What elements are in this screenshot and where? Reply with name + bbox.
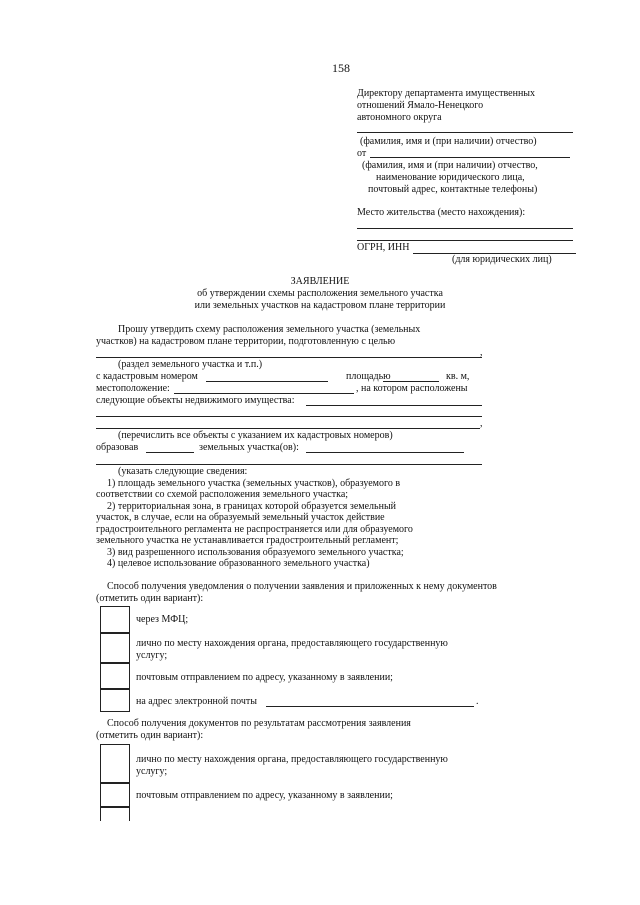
addressee-line-3: автономного округа (357, 112, 442, 123)
title-sub-2: или земельных участков на кадастровом плане территории (194, 300, 446, 311)
parcels-input-line-1[interactable] (306, 452, 464, 453)
detail-item-1-line-2: соответствии со схемой расположения земельного участка; (96, 489, 349, 500)
legal-entity-hint: (для юридических лиц) (452, 254, 552, 265)
residence-label: Место жительства (место нахождения): (357, 207, 526, 218)
detail-item-2-line-3: градостроительного регламента не распространяется или для образуемого (96, 524, 413, 535)
addressee-line-1: Директору департамента имущественных (357, 88, 536, 99)
area-label: площадью (346, 371, 391, 382)
addressee-line-2: отношений Ямало-Ненецкого (357, 100, 484, 111)
parcels-label: земельных участка(ов): (199, 442, 299, 453)
request-line-1: Прошу утвердить схему расположения земельного участка (земельных (118, 324, 421, 335)
page-number: 158 (332, 61, 350, 75)
fio-hint: (фамилия, имя и (при наличии) отчество) (360, 136, 537, 147)
detail-item-2-line-4: земельного участка не устанавливается градостроительный регламент; (96, 535, 399, 546)
forming-label: образовав (96, 442, 139, 453)
title-sub-1: об утверждении схемы расположения земельного участка (197, 288, 443, 299)
location-input-line[interactable] (174, 393, 354, 394)
email-input-line[interactable] (266, 706, 474, 707)
objects-hint: (перечислить все объекты с указанием их кадастровых номеров) (118, 430, 393, 441)
notice-option-in-person-line-1: лично по месту нахождения органа, предоставляющего государственную (136, 638, 448, 649)
from-label: от (357, 148, 367, 159)
result-method-line-2: (отметить один вариант): (96, 730, 204, 741)
comma-1: , (480, 347, 483, 358)
checkbox-result-next[interactable] (100, 806, 130, 821)
from-hint-1: (фамилия, имя и (при наличии) отчество, (362, 160, 538, 171)
checkbox-result-post[interactable] (100, 782, 130, 808)
from-hint-3: почтовый адрес, контактные телефоны) (368, 184, 538, 195)
notice-option-mfc: через МФЦ; (136, 614, 189, 625)
fio-input-line[interactable] (357, 132, 573, 133)
result-method-line-1: Способ получения документов по результатам рассмотрения заявления (107, 718, 411, 729)
cadastral-label: с кадастровым номером (96, 371, 198, 382)
area-input-line[interactable] (383, 381, 439, 382)
from-hint-2: наименование юридического лица, (376, 172, 525, 183)
objects-label: следующие объекты недвижимого имущества: (96, 395, 295, 406)
notice-method-line-1: Способ получения уведомления о получении заявления и приложенных к нему документов (107, 581, 497, 592)
from-input-line[interactable] (370, 157, 570, 158)
parcel-count-input-line[interactable] (146, 452, 194, 453)
details-hint: (указать следующие сведения: (118, 466, 248, 477)
parcels-input-line-2[interactable] (96, 464, 482, 465)
email-line-end: . (476, 696, 479, 707)
section-hint: (раздел земельного участка и т.п.) (118, 359, 263, 370)
location-label: местоположение: (96, 383, 170, 394)
detail-item-3: 3) вид разрешенного использования образуемого земельного участка; (107, 547, 404, 558)
result-option-post: почтовым отправлением по адресу, указанному в заявлении; (136, 790, 393, 801)
detail-item-1-line-1: 1) площадь земельного участка (земельных участков), образуемого в (107, 478, 401, 489)
checkbox-notice-email[interactable] (100, 688, 130, 712)
request-line-2: участков) на кадастровом плане территории, подготовленную с целью (96, 336, 396, 347)
notice-option-in-person-line-2: услугу; (136, 650, 168, 661)
document-title: ЗАЯВЛЕНИЕ (290, 276, 350, 287)
objects-input-line-3[interactable] (96, 428, 480, 429)
located-label: , на котором расположены (356, 383, 468, 394)
purpose-input-line[interactable] (96, 357, 482, 358)
detail-item-2-line-1: 2) территориальная зона, в границах которой образуется земельный (107, 501, 397, 512)
comma-2: , (480, 418, 483, 429)
objects-input-line-1[interactable] (306, 405, 482, 406)
detail-item-2-line-2: участок, в случае, если на образуемый земельный участок действие (96, 512, 385, 523)
cadastral-input-line[interactable] (206, 381, 328, 382)
area-unit: кв. м, (446, 371, 470, 382)
ogrn-label: ОГРН, ИНН (357, 242, 410, 253)
residence-input-line-1[interactable] (357, 228, 573, 229)
checkbox-notice-post[interactable] (100, 662, 130, 690)
notice-option-email: на адрес электронной почты (136, 696, 257, 707)
checkbox-notice-mfc[interactable] (100, 606, 130, 634)
result-option-in-person-line-2: услугу; (136, 766, 168, 777)
checkbox-notice-in-person[interactable] (100, 632, 130, 664)
notice-option-post: почтовым отправлением по адресу, указанному в заявлении; (136, 672, 393, 683)
result-option-in-person-line-1: лично по месту нахождения органа, предоставляющего государственную (136, 754, 448, 765)
detail-item-4: 4) целевое использование образованного земельного участка) (107, 558, 370, 569)
objects-input-line-2[interactable] (96, 416, 482, 417)
residence-input-line-2[interactable] (357, 240, 573, 241)
notice-method-line-2: (отметить один вариант): (96, 593, 204, 604)
checkbox-result-in-person[interactable] (100, 744, 130, 784)
